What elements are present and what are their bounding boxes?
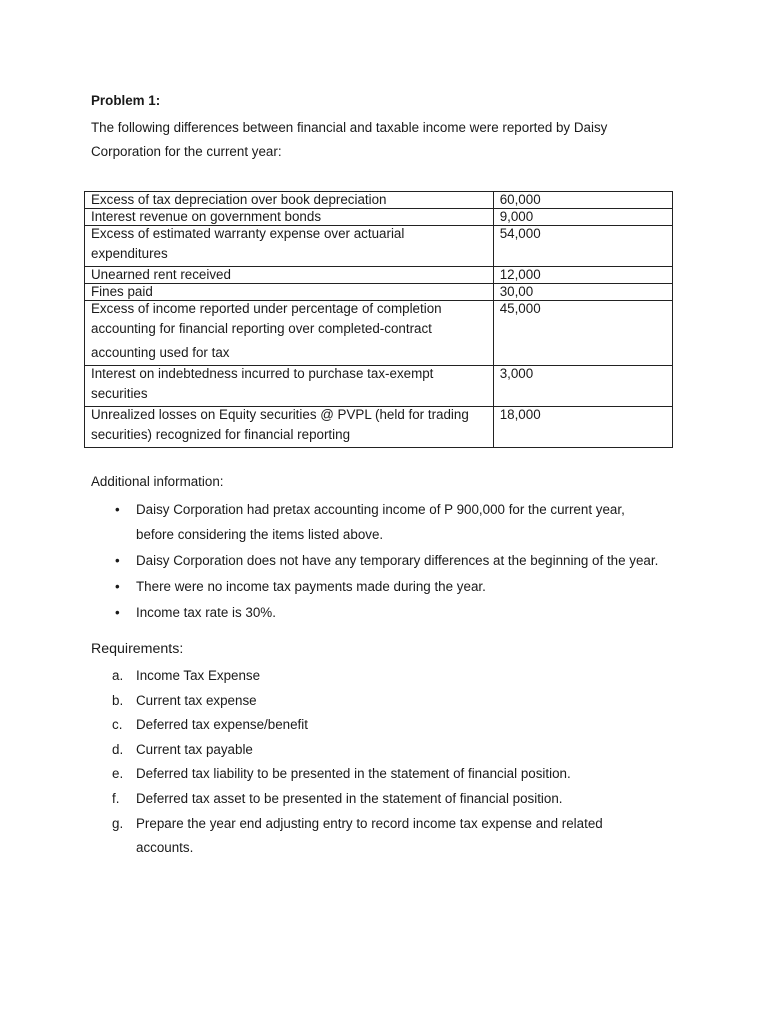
table-row: [85, 226, 673, 267]
table-row: [85, 366, 673, 407]
description-line: securities: [91, 386, 148, 401]
row-amount: 12,000: [493, 267, 672, 284]
description-line: expenditures: [91, 246, 168, 261]
requirement-line: Deferred tax expense/benefit: [136, 717, 308, 733]
requirement-line: Current tax expense: [136, 692, 257, 708]
list-item: [112, 548, 712, 573]
requirement-item: [112, 738, 672, 763]
description-line: Unearned rent received: [91, 267, 231, 282]
row-amount: 60,000: [493, 192, 672, 209]
list-item-line: Daisy Corporation had pretax accounting income of P 900,000 for the current year,: [136, 502, 625, 517]
row-amount: 30,00: [493, 284, 672, 301]
row-amount: 45,000: [493, 301, 672, 366]
description-line: securities) recognized for financial reporting: [91, 427, 351, 442]
requirement-line: Deferred tax liability to be presented in the statement of financial position.: [136, 766, 571, 782]
table-row: [85, 284, 673, 301]
row-description: [85, 366, 494, 407]
requirements-list: [112, 664, 672, 861]
table-row: [85, 407, 673, 448]
table-row: [85, 267, 673, 284]
differences-table: [84, 191, 673, 448]
additional-info-list: [112, 497, 712, 626]
list-item: [112, 497, 712, 547]
row-amount: 18,000: [493, 407, 672, 448]
list-item: [112, 574, 712, 599]
description-line: Unrealized losses on Equity securities @ PVPL (held for trading: [91, 407, 469, 422]
description-line: Excess of estimated warranty expense over actuarial: [91, 226, 405, 241]
requirement-marker: e.: [112, 766, 124, 782]
row-amount: 9,000: [493, 209, 672, 226]
requirement-marker: a.: [112, 668, 124, 683]
description-line: Excess of income reported under percentage of completion: [91, 301, 442, 316]
requirement-item: [112, 664, 672, 689]
table-row: [85, 301, 673, 366]
requirement-marker: b.: [112, 692, 124, 708]
row-description: [85, 192, 494, 209]
table-row: [85, 192, 673, 209]
list-item-line: before considering the items listed above.: [136, 527, 384, 542]
requirement-line: Current tax payable: [136, 741, 253, 757]
bullet-icon: •: [115, 553, 120, 568]
list-item: [112, 600, 712, 625]
table-row: [85, 209, 673, 226]
list-item-line: There were no income tax payments made during the year.: [136, 579, 486, 594]
description-line: Interest revenue on government bonds: [91, 209, 322, 224]
requirement-line: Deferred tax asset to be presented in the statement of financial position.: [136, 790, 563, 806]
intro-line: Corporation for the current year:: [91, 144, 282, 159]
row-amount: 54,000: [493, 226, 672, 267]
problem-intro: [91, 116, 651, 164]
row-description: [85, 226, 494, 267]
row-description: [85, 209, 494, 226]
description-line: accounting used for tax: [91, 345, 230, 360]
description-line: Excess of tax depreciation over book depreciation: [91, 192, 387, 207]
requirement-item: [112, 713, 672, 738]
row-description: [85, 284, 494, 301]
bullet-icon: •: [115, 502, 120, 517]
row-description: [85, 267, 494, 284]
description-line: Interest on indebtedness incurred to purchase tax-exempt: [91, 366, 434, 381]
requirement-line: Income Tax Expense: [136, 668, 261, 683]
requirement-item: [112, 762, 672, 787]
description-line: accounting for financial reporting over completed-contract: [91, 321, 432, 336]
description-line: Fines paid: [91, 284, 153, 299]
requirement-line: Prepare the year end adjusting entry to record income tax expense and related: [136, 815, 603, 831]
requirement-line: accounts.: [136, 840, 194, 856]
intro-line: The following differences between financial and taxable income were reported by Daisy: [91, 120, 608, 135]
list-item-line: Income tax rate is 30%.: [136, 605, 276, 620]
requirement-item: [112, 689, 672, 714]
requirement-marker: f.: [112, 790, 120, 806]
requirement-marker: d.: [112, 741, 124, 757]
requirements-heading: Requirements:: [91, 641, 184, 657]
requirement-marker: c.: [112, 717, 123, 733]
problem-title: Problem 1:: [91, 93, 161, 108]
requirement-item: [112, 812, 672, 861]
list-item-line: Daisy Corporation does not have any temporary differences at the beginning of the year.: [136, 553, 659, 568]
bullet-icon: •: [115, 579, 120, 594]
row-amount: 3,000: [493, 366, 672, 407]
requirement-item: [112, 787, 672, 812]
row-description: [85, 301, 494, 366]
additional-info-heading: Additional information:: [91, 474, 224, 489]
row-description: [85, 407, 494, 448]
requirement-marker: g.: [112, 815, 124, 831]
bullet-icon: •: [115, 605, 120, 620]
